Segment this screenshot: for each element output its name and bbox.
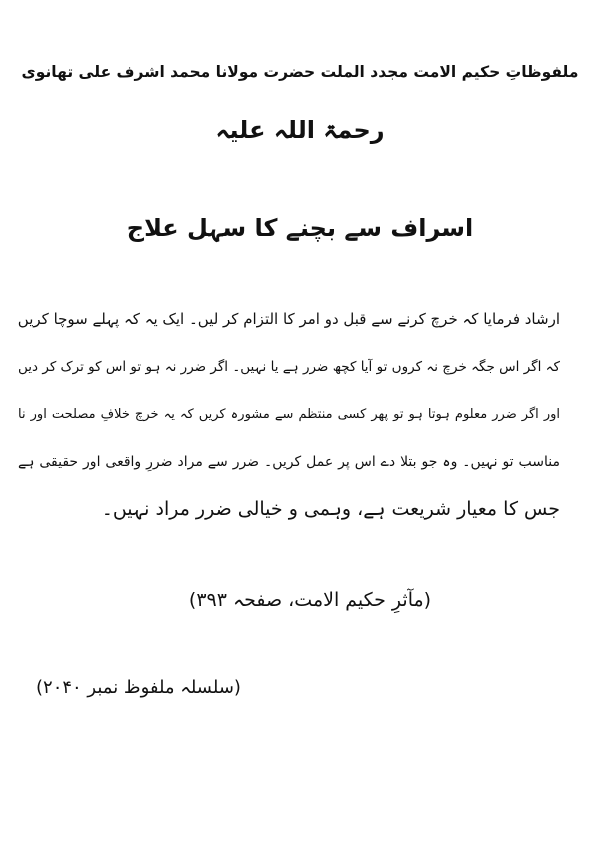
document-title-honorific: رحمۃ اللہ علیہ (215, 116, 385, 144)
body-line: جس کا معیار شریعت ہے، وہمی و خیالی ضرر مراد نہیں۔ (101, 498, 560, 520)
series-number: (سلسلہ ملفوظ نمبر ۲۰۴۰) (36, 677, 241, 698)
body-paragraph (18, 296, 560, 534)
document-title: ملفوظاتِ حکیم الامت مجدد الملت حضرت مولانا محمد اشرف علی تھانوی (21, 63, 579, 81)
section-heading: اسراف سے بچنے کا سہل علاج (126, 214, 474, 242)
body-line: کہ اگر اس جگہ خرچ نہ کروں تو آیا کچھ ضرر ہے یا نہیں۔ اگر ضرر نہ ہو تو اس کو ترک کر دیں (18, 358, 560, 375)
body-line: ارشاد فرمایا کہ خرچ کرنے سے قبل دو امر کا التزام کر لیں۔ ایک یہ کہ پہلے سوچا کریں (17, 310, 560, 328)
body-line: اور اگر ضرر معلوم ہوتا ہو تو پھر کسی منتظم سے مشورہ کریں کہ یہ خرچ خلافِ مصلحت اور نا (18, 407, 560, 422)
body-line: مناسب تو نہیں۔ وہ جو بتلا دے اس پر عمل کریں۔ ضرر سے مراد ضررِ واقعی اور حقیقی ہے (18, 453, 560, 470)
source-reference: (مآثرِ حکیم الامت، صفحہ ۳۹۳) (188, 589, 432, 611)
